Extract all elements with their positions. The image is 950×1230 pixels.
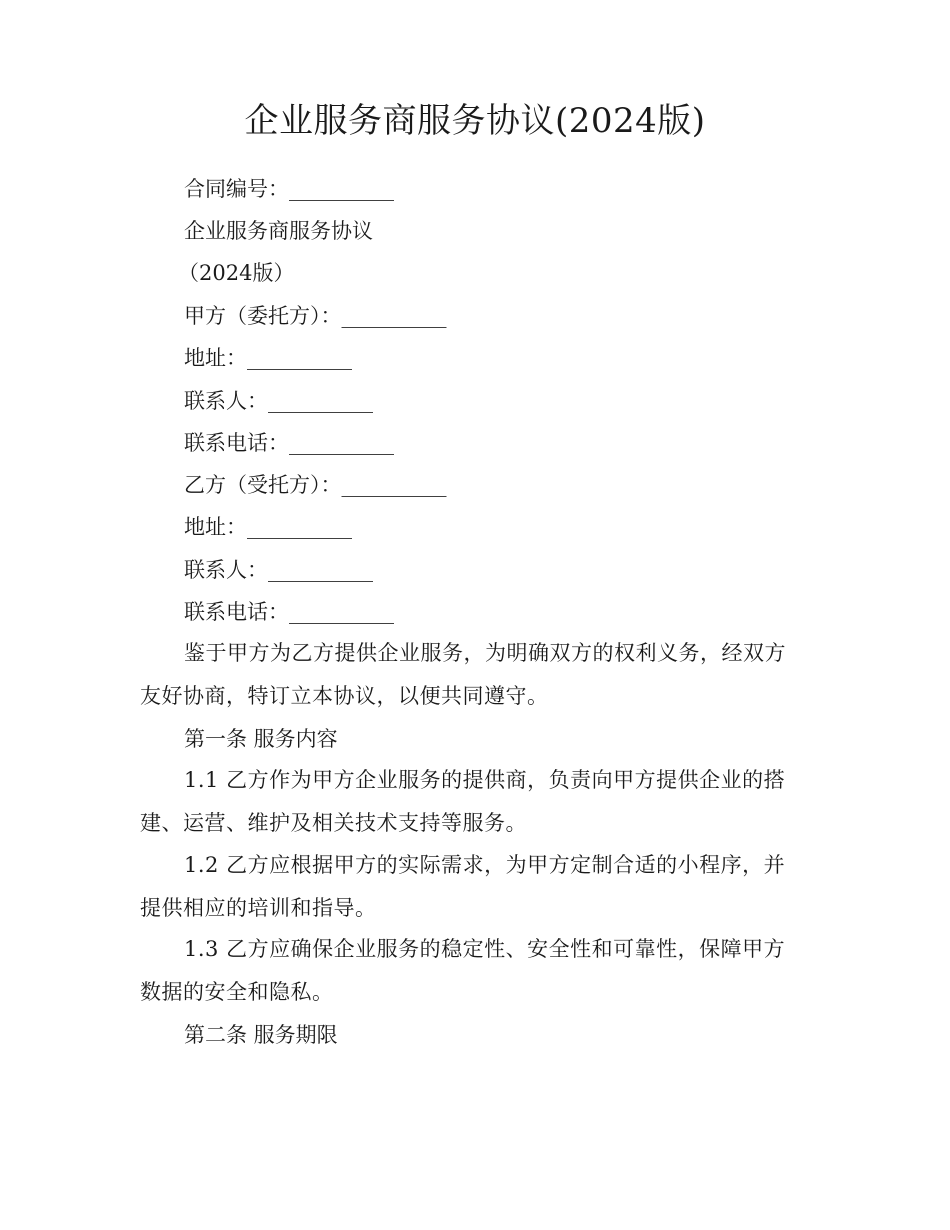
clause-1-1: 1.1 乙方作为甲方企业服务的提供商，负责向甲方提供企业的搭建、运营、维护及相关技术支持等服务。 <box>140 768 786 835</box>
article-1-heading: 第一条 服务内容 <box>184 727 338 751</box>
party-b-address: 地址：__________ <box>184 515 352 539</box>
party-a-phone: 联系电话：__________ <box>184 431 394 455</box>
party-b-phone: 联系电话：__________ <box>184 600 394 624</box>
party-a-address: 地址：__________ <box>184 346 352 370</box>
clause-1-2: 1.2 乙方应根据甲方的实际需求，为甲方定制合适的小程序，并提供相应的培训和指导。 <box>140 853 786 920</box>
party-b-contact: 联系人：__________ <box>184 558 373 582</box>
document-edition: （2024版） <box>178 261 295 285</box>
party-b-label: 乙方（受托方）：__________ <box>184 473 447 497</box>
contract-number-field: 合同编号：__________ <box>184 177 394 201</box>
clause-1-3: 1.3 乙方应确保企业服务的稳定性、安全性和可靠性，保障甲方数据的安全和隐私。 <box>140 937 786 1004</box>
article-2-heading: 第二条 服务期限 <box>184 1023 338 1047</box>
party-a-label: 甲方（委托方）：__________ <box>184 304 447 328</box>
document-title: 企业服务商服务协议(2024版) <box>244 101 706 141</box>
party-a-contact: 联系人：__________ <box>184 389 373 413</box>
preamble-paragraph: 鉴于甲方为乙方提供企业服务，为明确双方的权利义务，经双方友好协商，特订立本协议，以便共同遵守。 <box>140 641 786 708</box>
document-subtitle: 企业服务商服务协议 <box>184 219 373 243</box>
